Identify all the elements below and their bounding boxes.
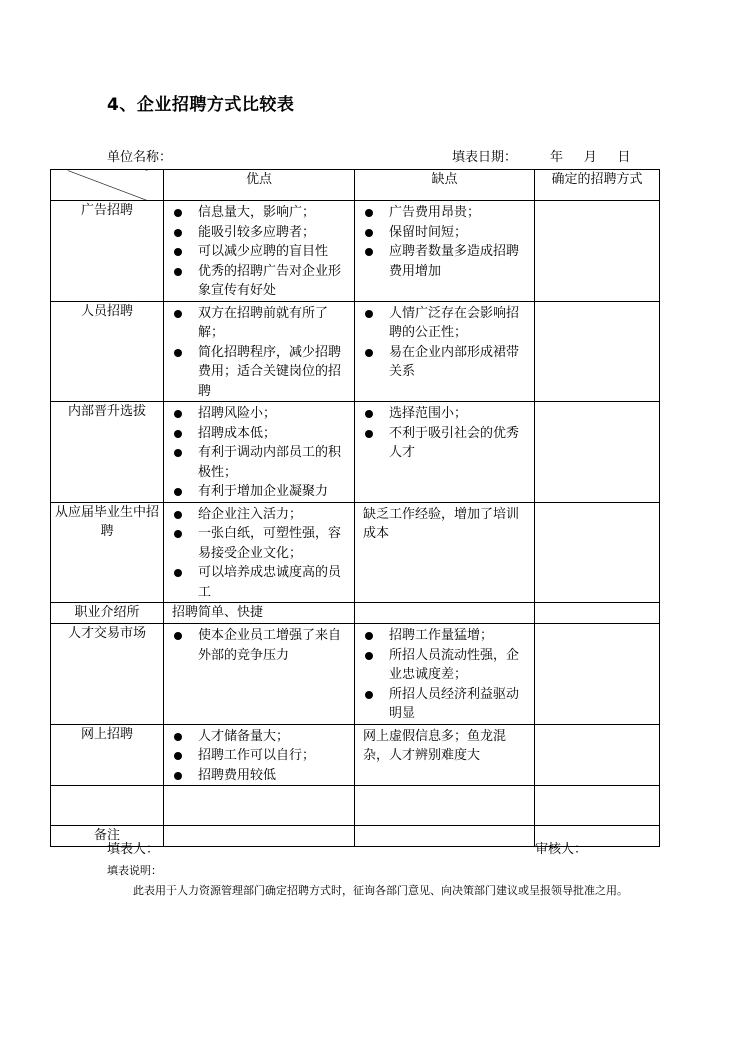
pros-item: 有利于调动内部员工的积极性； bbox=[172, 443, 348, 482]
table-row bbox=[51, 402, 660, 503]
page-title: 4、企业招聘方式比较表 bbox=[107, 95, 295, 115]
pros-item: 使本企业员工增强了来自外部的竞争压力 bbox=[172, 626, 348, 665]
chosen-method-cell[interactable] bbox=[535, 402, 660, 503]
chosen-method-cell[interactable] bbox=[535, 624, 660, 725]
diagonal-header-cell bbox=[51, 170, 164, 201]
fill-date-label: 填表日期： 年 月 日 bbox=[452, 150, 631, 165]
pros-item: 有利于增加企业凝聚力 bbox=[172, 482, 348, 502]
cons-item: 所招人员流动性强，企业忠诚度差； bbox=[363, 646, 528, 685]
remarks-label: 备注 bbox=[51, 826, 164, 847]
cons-cell bbox=[355, 502, 535, 603]
pros-cell bbox=[164, 724, 355, 786]
pros-text: 招聘简单、快捷 bbox=[172, 605, 264, 620]
pros-item: 人才储备量大； bbox=[172, 727, 348, 747]
cons-cell bbox=[355, 603, 535, 624]
pros-cell bbox=[164, 402, 355, 503]
method-name: 人员招聘 bbox=[51, 301, 164, 402]
empty-cell[interactable] bbox=[51, 786, 164, 826]
chosen-method-cell[interactable] bbox=[535, 603, 660, 624]
pros-item: 可以培养成忠诚度高的员工 bbox=[172, 563, 348, 602]
pros-item: 招聘成本低； bbox=[172, 424, 348, 444]
pros-item: 给企业注入活力； bbox=[172, 505, 348, 525]
cons-cell bbox=[355, 201, 535, 302]
cons-item: 广告费用昂贵； bbox=[363, 203, 528, 223]
cons-item: 应聘者数量多造成招聘费用增加 bbox=[363, 242, 528, 281]
table-header-row bbox=[51, 170, 660, 201]
pros-item: 一张白纸，可塑性强，容易接受企业文化； bbox=[172, 524, 348, 563]
recruitment-comparison-table bbox=[50, 169, 660, 847]
cons-text: 网上虚假信息多；鱼龙混杂，人才辨别难度大 bbox=[363, 728, 507, 763]
pros-item: 招聘工作可以自行； bbox=[172, 746, 348, 766]
cons-cell bbox=[355, 724, 535, 786]
pros-cell bbox=[164, 201, 355, 302]
note-title: 填表说明： bbox=[107, 864, 162, 877]
header-cons: 缺点 bbox=[355, 170, 535, 201]
pros-item: 简化招聘程序，减少招聘费用；适合关键岗位的招聘 bbox=[172, 343, 348, 402]
empty-cell[interactable] bbox=[535, 786, 660, 826]
empty-cell[interactable] bbox=[355, 786, 535, 826]
method-name: 网上招聘 bbox=[51, 724, 164, 786]
cons-item: 所招人员经济利益驱动明显 bbox=[363, 685, 528, 724]
table-row bbox=[51, 201, 660, 302]
cons-item: 不利于吸引社会的优秀人才 bbox=[363, 424, 528, 463]
table-row bbox=[51, 502, 660, 603]
pros-item: 招聘风险小； bbox=[172, 404, 348, 424]
cons-item: 招聘工作量猛增； bbox=[363, 626, 528, 646]
pros-cell bbox=[164, 603, 355, 624]
method-name: 广告招聘 bbox=[51, 201, 164, 302]
cons-cell bbox=[355, 624, 535, 725]
table-row bbox=[51, 624, 660, 725]
note-body: 此表用于人力资源管理部门确定招聘方式时，征询各部门意见、向决策部门建议或呈报领导批准之用。 bbox=[133, 884, 628, 897]
chosen-method-cell[interactable] bbox=[535, 301, 660, 402]
empty-table-row bbox=[51, 786, 660, 826]
table-row bbox=[51, 724, 660, 786]
pros-cell bbox=[164, 301, 355, 402]
checker-label: 审核人： bbox=[535, 842, 588, 857]
method-name: 人才交易市场 bbox=[51, 624, 164, 725]
method-name: 内部晋升选拔 bbox=[51, 402, 164, 503]
remarks-cell[interactable] bbox=[355, 826, 535, 847]
empty-cell[interactable] bbox=[164, 786, 355, 826]
chosen-method-cell[interactable] bbox=[535, 502, 660, 603]
chosen-method-cell[interactable] bbox=[535, 201, 660, 302]
pros-cell bbox=[164, 502, 355, 603]
header-pros: 优点 bbox=[164, 170, 355, 201]
cons-cell bbox=[355, 301, 535, 402]
filler-label: 填表人： bbox=[107, 842, 160, 857]
cons-item: 人情广泛存在会影响招聘的公正性； bbox=[363, 304, 528, 343]
cons-item: 易在企业内部形成裙带关系 bbox=[363, 343, 528, 382]
table-row bbox=[51, 301, 660, 402]
method-name: 职业介绍所 bbox=[51, 603, 164, 624]
pros-item: 优秀的招聘广告对企业形象宣传有好处 bbox=[172, 262, 348, 301]
unit-name-label: 单位名称： bbox=[107, 150, 173, 165]
cons-item: 选择范围小； bbox=[363, 404, 528, 424]
chosen-method-cell[interactable] bbox=[535, 724, 660, 786]
header-chosen-method: 确定的招聘方式 bbox=[535, 170, 660, 201]
pros-item: 能吸引较多应聘者； bbox=[172, 223, 348, 243]
pros-item: 招聘费用较低 bbox=[172, 766, 348, 786]
table-row bbox=[51, 603, 660, 624]
pros-item: 双方在招聘前就有所了解； bbox=[172, 304, 348, 343]
remarks-cell[interactable] bbox=[164, 826, 355, 847]
pros-item: 可以减少应聘的盲目性 bbox=[172, 242, 348, 262]
pros-cell bbox=[164, 624, 355, 725]
cons-text: 缺乏工作经验，增加了培训成本 bbox=[363, 506, 520, 541]
cons-cell bbox=[355, 402, 535, 503]
cons-item: 保留时间短； bbox=[363, 223, 528, 243]
method-name: 从应届毕业生中招聘 bbox=[51, 502, 164, 603]
pros-item: 信息量大，影响广； bbox=[172, 203, 348, 223]
